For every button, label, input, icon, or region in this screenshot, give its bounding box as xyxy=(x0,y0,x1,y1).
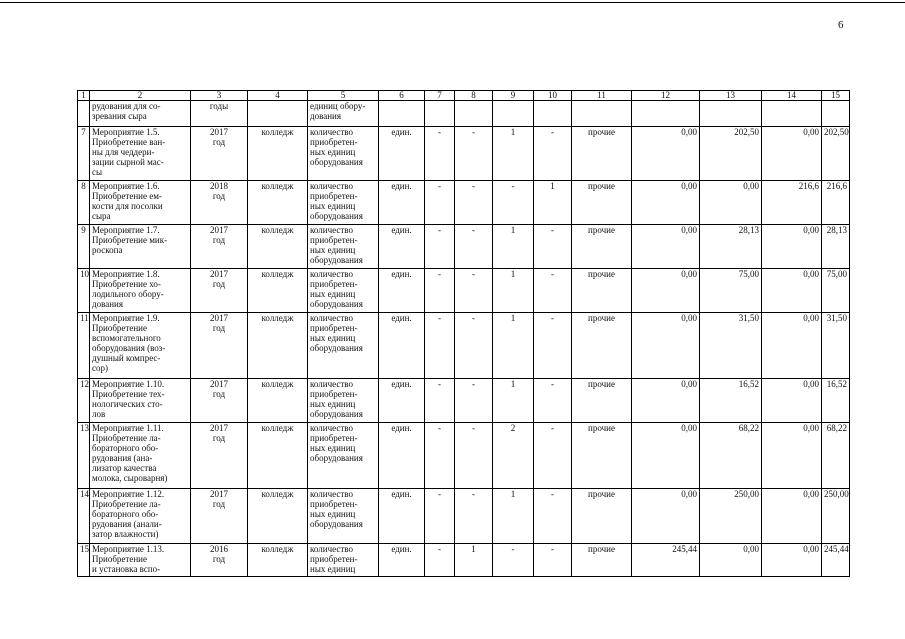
cell-measure-name: Мероприятие 1.13. Приобретение и установка вспо- xyxy=(90,544,191,577)
cell-amount-col-12: 0,00 xyxy=(632,269,700,313)
cell-value-col-7: - xyxy=(425,225,455,269)
cell-value-col-9: 2 xyxy=(493,423,534,489)
cell-year: 2017 год xyxy=(191,127,248,181)
cell-amount-col-14: 0,00 xyxy=(762,379,822,423)
cell-amount-col-13: 202,50 xyxy=(700,127,762,181)
cell-value-col-8: 1 xyxy=(455,544,493,577)
column-header: 12 xyxy=(632,91,700,101)
cell-funding-source: прочие xyxy=(572,269,632,313)
cell-amount-col-12: 0,00 xyxy=(632,225,700,269)
cell-value-col-9 xyxy=(493,101,534,127)
column-header: 6 xyxy=(379,91,425,101)
table-row xyxy=(78,181,850,225)
cell-measure-name: Мероприятие 1.8. Приобретение хо- лодильного обору- дования xyxy=(90,269,191,313)
page-number: 6 xyxy=(838,19,844,31)
column-header: 7 xyxy=(425,91,455,101)
cell-value-col-8: - xyxy=(455,313,493,379)
cell-value-col-9: - xyxy=(493,544,534,577)
cell-amount-col-14: 0,00 xyxy=(762,313,822,379)
cell-unit: един. xyxy=(379,544,425,577)
cell-year: 2017 год xyxy=(191,313,248,379)
cell-indicator-name: количество приобретен- ных единиц оборудования xyxy=(308,489,379,544)
cell-amount-col-12: 0,00 xyxy=(632,379,700,423)
cell-unit: един. xyxy=(379,181,425,225)
cell-value-col-7: - xyxy=(425,127,455,181)
column-header: 9 xyxy=(493,91,534,101)
cell-value-col-7: - xyxy=(425,181,455,225)
cell-row-number: 10 xyxy=(78,269,90,313)
table-body xyxy=(78,91,850,577)
cell-indicator-name: количество приобретен- ных единиц оборудования xyxy=(308,269,379,313)
measures-table xyxy=(77,90,850,577)
cell-amount-col-14: 0,00 xyxy=(762,269,822,313)
cell-unit: един. xyxy=(379,313,425,379)
cell-value-col-9: 1 xyxy=(493,127,534,181)
cell-amount-col-12: 245,44 xyxy=(632,544,700,577)
cell-value-col-8 xyxy=(455,101,493,127)
column-header: 15 xyxy=(822,91,850,101)
cell-row-number xyxy=(78,101,90,127)
cell-row-number: 11 xyxy=(78,313,90,379)
cell-value-col-7: - xyxy=(425,489,455,544)
cell-amount-total: 250,00 xyxy=(822,489,850,544)
cell-amount-col-13: 16,52 xyxy=(700,379,762,423)
cell-year: 2017 год xyxy=(191,379,248,423)
cell-row-number: 13 xyxy=(78,423,90,489)
cell-year: 2017 год xyxy=(191,489,248,544)
cell-funding-source xyxy=(572,101,632,127)
cell-indicator-name: количество приобретен- ных единиц оборудования xyxy=(308,225,379,269)
table-row xyxy=(78,423,850,489)
cell-value-col-8: - xyxy=(455,423,493,489)
cell-measure-name: Мероприятие 1.7. Приобретение мик- роскопа xyxy=(90,225,191,269)
cell-value-col-8: - xyxy=(455,489,493,544)
cell-executor: колледж xyxy=(248,127,308,181)
cell-indicator-name: единиц обору- дования xyxy=(308,101,379,127)
cell-amount-total: 202,50 xyxy=(822,127,850,181)
cell-row-number: 8 xyxy=(78,181,90,225)
column-header: 11 xyxy=(572,91,632,101)
cell-funding-source: прочие xyxy=(572,181,632,225)
column-header: 14 xyxy=(762,91,822,101)
cell-amount-col-14: 0,00 xyxy=(762,544,822,577)
table-row xyxy=(78,127,850,181)
cell-measure-name: Мероприятие 1.9. Приобретение вспомогательного оборудования (воз- душный компрес- сор) xyxy=(90,313,191,379)
cell-indicator-name: количество приобретен- ных единиц оборудования xyxy=(308,423,379,489)
column-header: 1 xyxy=(78,91,90,101)
cell-value-col-8: - xyxy=(455,225,493,269)
cell-value-col-7: - xyxy=(425,544,455,577)
cell-amount-col-14: 0,00 xyxy=(762,489,822,544)
cell-value-col-10: - xyxy=(534,423,572,489)
cell-indicator-name: количество приобретен- ных единиц оборудования xyxy=(308,127,379,181)
cell-value-col-10: - xyxy=(534,379,572,423)
cell-row-number: 15 xyxy=(78,544,90,577)
cell-amount-col-14: 0,00 xyxy=(762,127,822,181)
cell-unit: един. xyxy=(379,423,425,489)
cell-amount-col-13: 68,22 xyxy=(700,423,762,489)
cell-amount-col-13: 250,00 xyxy=(700,489,762,544)
cell-amount-col-12: 0,00 xyxy=(632,423,700,489)
cell-amount-total xyxy=(822,101,850,127)
cell-funding-source: прочие xyxy=(572,127,632,181)
cell-amount-col-12: 0,00 xyxy=(632,181,700,225)
cell-value-col-7: - xyxy=(425,269,455,313)
cell-indicator-name: количество приобретен- ных единиц оборудования xyxy=(308,181,379,225)
cell-measure-name: Мероприятие 1.5. Приобретение ван- ны для чеддери- зации сырной мас- сы xyxy=(90,127,191,181)
cell-funding-source: прочие xyxy=(572,423,632,489)
table-row xyxy=(78,269,850,313)
column-header: 5 xyxy=(308,91,379,101)
cell-value-col-10: - xyxy=(534,127,572,181)
column-header: 10 xyxy=(534,91,572,101)
cell-value-col-9: - xyxy=(493,181,534,225)
cell-executor: колледж xyxy=(248,379,308,423)
cell-value-col-9: 1 xyxy=(493,489,534,544)
cell-executor: колледж xyxy=(248,489,308,544)
cell-value-col-8: - xyxy=(455,181,493,225)
cell-row-number: 7 xyxy=(78,127,90,181)
cell-value-col-8: - xyxy=(455,269,493,313)
cell-measure-name: Мероприятие 1.11. Приобретение ла- бораторного обо- рудования (ана- лизатор качества молока, сыроварня) xyxy=(90,423,191,489)
cell-measure-name: рудования для со- зревания сыра xyxy=(90,101,191,127)
cell-funding-source: прочие xyxy=(572,489,632,544)
cell-year: 2016 год xyxy=(191,544,248,577)
cell-unit xyxy=(379,101,425,127)
cell-value-col-10: 1 xyxy=(534,181,572,225)
cell-amount-col-14: 0,00 xyxy=(762,225,822,269)
cell-measure-name: Мероприятие 1.6. Приобретение ем- кости для посолки сыра xyxy=(90,181,191,225)
cell-value-col-10 xyxy=(534,101,572,127)
cell-value-col-7: - xyxy=(425,313,455,379)
column-number-row xyxy=(78,91,850,101)
cell-executor: колледж xyxy=(248,544,308,577)
cell-unit: един. xyxy=(379,269,425,313)
cell-amount-col-13: 75,00 xyxy=(700,269,762,313)
cell-amount-col-13: 31,50 xyxy=(700,313,762,379)
cell-value-col-7 xyxy=(425,101,455,127)
cell-value-col-8: - xyxy=(455,379,493,423)
cell-value-col-9: 1 xyxy=(493,225,534,269)
table-row xyxy=(78,313,850,379)
cell-row-number: 14 xyxy=(78,489,90,544)
table-row xyxy=(78,379,850,423)
cell-unit: един. xyxy=(379,379,425,423)
cell-amount-total: 75,00 xyxy=(822,269,850,313)
cell-amount-total: 68,22 xyxy=(822,423,850,489)
cell-unit: един. xyxy=(379,489,425,544)
cell-unit: един. xyxy=(379,225,425,269)
cell-amount-col-12: 0,00 xyxy=(632,127,700,181)
cell-executor: колледж xyxy=(248,181,308,225)
cell-amount-total: 216,6 xyxy=(822,181,850,225)
cell-value-col-7: - xyxy=(425,423,455,489)
cell-amount-col-13: 0,00 xyxy=(700,544,762,577)
cell-measure-name: Мероприятие 1.10. Приобретение тех- нологических сто- лов xyxy=(90,379,191,423)
cell-year: 2018 год xyxy=(191,181,248,225)
cell-row-number: 12 xyxy=(78,379,90,423)
cell-value-col-9: 1 xyxy=(493,269,534,313)
table-row xyxy=(78,225,850,269)
column-header: 3 xyxy=(191,91,248,101)
table-row xyxy=(78,489,850,544)
cell-indicator-name: количество приобретен- ных единиц xyxy=(308,544,379,577)
cell-executor xyxy=(248,101,308,127)
cell-value-col-10: - xyxy=(534,489,572,544)
cell-amount-total: 16,52 xyxy=(822,379,850,423)
cell-amount-total: 28,13 xyxy=(822,225,850,269)
table-row xyxy=(78,544,850,577)
cell-value-col-7: - xyxy=(425,379,455,423)
table-row xyxy=(78,101,850,127)
cell-year: 2017 год xyxy=(191,269,248,313)
cell-executor: колледж xyxy=(248,313,308,379)
cell-unit: един. xyxy=(379,127,425,181)
column-header: 13 xyxy=(700,91,762,101)
cell-amount-col-14: 0,00 xyxy=(762,423,822,489)
cell-indicator-name: количество приобретен- ных единиц оборудования xyxy=(308,313,379,379)
cell-year: 2017 год xyxy=(191,423,248,489)
cell-amount-col-14 xyxy=(762,101,822,127)
cell-funding-source: прочие xyxy=(572,313,632,379)
cell-year: годы xyxy=(191,101,248,127)
cell-amount-total: 31,50 xyxy=(822,313,850,379)
cell-amount-col-13: 28,13 xyxy=(700,225,762,269)
column-header: 8 xyxy=(455,91,493,101)
cell-funding-source: прочие xyxy=(572,379,632,423)
column-header: 2 xyxy=(90,91,191,101)
cell-measure-name: Мероприятие 1.12. Приобретение ла- бораторного обо- рудования (анали- затор влажности) xyxy=(90,489,191,544)
cell-amount-col-13 xyxy=(700,101,762,127)
cell-value-col-10: - xyxy=(534,544,572,577)
cell-amount-col-13: 0,00 xyxy=(700,181,762,225)
cell-row-number: 9 xyxy=(78,225,90,269)
cell-value-col-9: 1 xyxy=(493,313,534,379)
cell-amount-col-14: 216,6 xyxy=(762,181,822,225)
cell-amount-col-12 xyxy=(632,101,700,127)
cell-value-col-10: - xyxy=(534,313,572,379)
cell-indicator-name: количество приобретен- ных единиц оборудования xyxy=(308,379,379,423)
top-border-line xyxy=(0,2,905,3)
cell-year: 2017 год xyxy=(191,225,248,269)
cell-executor: колледж xyxy=(248,269,308,313)
cell-amount-col-12: 0,00 xyxy=(632,489,700,544)
cell-funding-source: прочие xyxy=(572,544,632,577)
cell-amount-col-12: 0,00 xyxy=(632,313,700,379)
cell-value-col-8: - xyxy=(455,127,493,181)
cell-value-col-9: 1 xyxy=(493,379,534,423)
cell-funding-source: прочие xyxy=(572,225,632,269)
cell-value-col-10: - xyxy=(534,269,572,313)
column-header: 4 xyxy=(248,91,308,101)
cell-amount-total: 245,44 xyxy=(822,544,850,577)
cell-executor: колледж xyxy=(248,423,308,489)
cell-executor: колледж xyxy=(248,225,308,269)
cell-value-col-10: - xyxy=(534,225,572,269)
